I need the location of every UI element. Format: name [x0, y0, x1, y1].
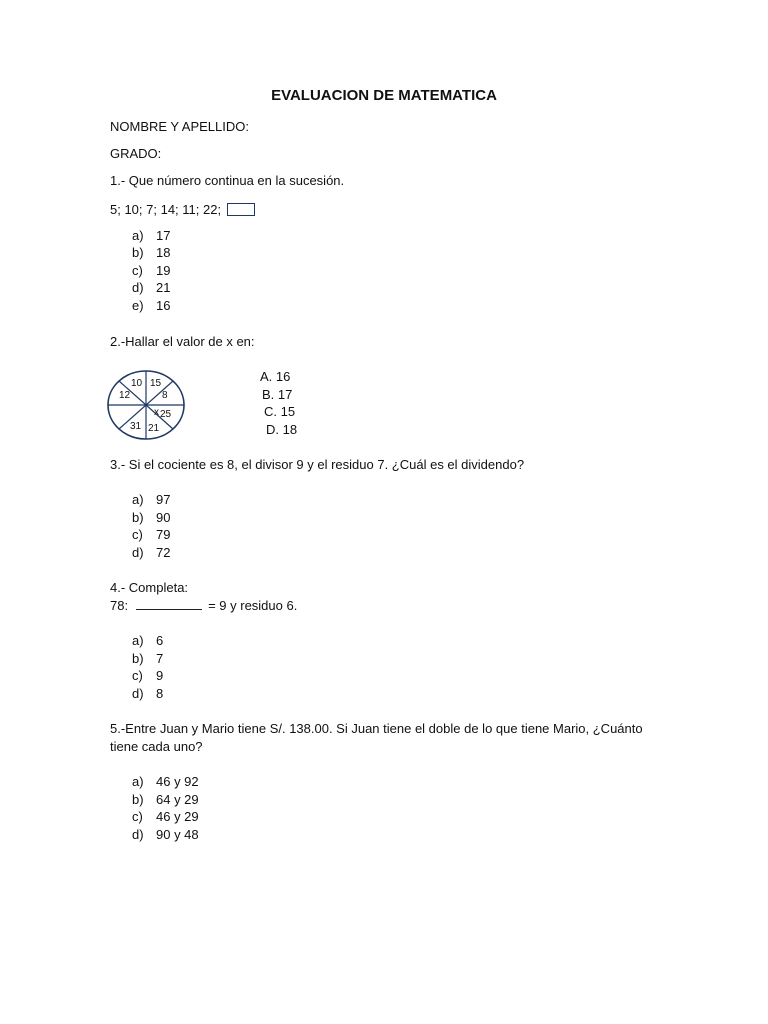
- option-letter: e): [132, 298, 144, 313]
- option-letter: c): [132, 527, 143, 542]
- question-3-text: 3.- Si el cociente es 8, el divisor 9 y el residuo 7. ¿Cuál es el dividendo?: [110, 457, 525, 472]
- option-value: 90: [156, 510, 171, 525]
- option-value: 9: [156, 668, 164, 683]
- option-item: A. 16: [260, 369, 291, 384]
- wheel-number: 10: [131, 378, 143, 389]
- wheel-number: 12: [119, 390, 131, 401]
- option-letter: a): [132, 228, 144, 243]
- option-value: 8: [156, 686, 164, 701]
- option-letter: c): [132, 668, 143, 683]
- option-value: 46 y 92: [156, 774, 199, 789]
- answer-box: [227, 203, 255, 216]
- option-value: 17: [156, 228, 171, 243]
- grade-field-label: GRADO:: [110, 146, 162, 161]
- option-letter: d): [132, 686, 144, 701]
- wheel-number: 31: [130, 421, 142, 432]
- wheel-unknown-x: x: [154, 407, 159, 418]
- option-letter: d): [132, 827, 144, 842]
- option-value: 79: [156, 527, 171, 542]
- option-letter: b): [132, 510, 144, 525]
- option-value: 72: [156, 545, 171, 560]
- expression-end: = 9 y residuo 6.: [208, 598, 298, 613]
- option-letter: b): [132, 792, 144, 807]
- question-4-expression: [110, 597, 297, 614]
- wheel-number: 21: [148, 423, 160, 434]
- fill-in-blank: [136, 597, 202, 610]
- question-4-text: 4.- Completa:: [110, 580, 189, 595]
- option-value: 46 y 29: [156, 809, 199, 824]
- option-letter: c): [132, 809, 143, 824]
- option-item: C. 15: [264, 404, 296, 419]
- option-letter: b): [132, 651, 144, 666]
- option-letter: c): [132, 263, 143, 278]
- option-value: 18: [156, 245, 171, 260]
- option-value: 21: [156, 280, 171, 295]
- option-value: 16: [156, 298, 171, 313]
- option-letter: a): [132, 774, 144, 789]
- option-letter: a): [132, 492, 144, 507]
- option-value: 7: [156, 651, 164, 666]
- question-5-text-line2: tiene cada uno?: [110, 739, 203, 754]
- wheel-number: 15: [150, 378, 162, 389]
- option-value: 6: [156, 633, 164, 648]
- option-value: 19: [156, 263, 171, 278]
- option-value: 90 y 48: [156, 827, 199, 842]
- expression-start: 78:: [110, 598, 129, 613]
- sequence-text: 5; 10; 7; 14; 11; 22;: [110, 202, 222, 217]
- wheel-number: 8: [162, 390, 168, 401]
- option-item: B. 17: [262, 387, 293, 402]
- number-wheel-diagram: [104, 368, 188, 444]
- question-2-text: 2.-Hallar el valor de x en:: [110, 334, 255, 349]
- option-letter: b): [132, 245, 144, 260]
- option-letter: a): [132, 633, 144, 648]
- option-value: 64 y 29: [156, 792, 199, 807]
- question-1-text: 1.- Que número continua en la sucesión.: [110, 173, 345, 188]
- option-letter: d): [132, 545, 144, 560]
- option-item: D. 18: [266, 422, 298, 437]
- question-5-text-line1: 5.-Entre Juan y Mario tiene S/. 138.00. Si Juan tiene el doble de lo que tiene Mario, ¿Cuánto: [110, 721, 643, 736]
- page-title: EVALUACION DE MATEMATICA: [271, 87, 497, 104]
- option-value: 97: [156, 492, 171, 507]
- question-1-sequence: [110, 201, 255, 218]
- name-field-label: NOMBRE Y APELLIDO:: [110, 119, 249, 134]
- option-letter: d): [132, 280, 144, 295]
- wheel-number: 25: [160, 409, 172, 420]
